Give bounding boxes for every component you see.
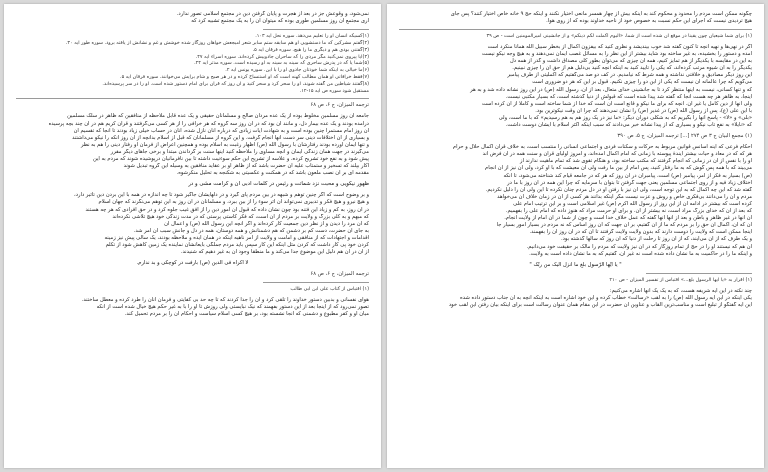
text-line: این روز دیگر مصادیق و خلافتی نداشته و همه شرط که نیامدیم. در کف دو صد می‌گفتیم که اکملیتی از طرف پیامبر <box>507 72 752 79</box>
text-line: و بسیاری از آن اختلافات دینی سر دست آنها انجام گرفت. و این گروه از مسلمانان که قبل از اسلام بدانچه از آن روز آنکه را نیکو می‌داشتند <box>72 134 369 141</box>
right-intro <box>399 11 752 25</box>
text-line: اقدامات و اجتهادات که از منافقی و امامت و ولایت از امر ناهیه اینکه در همان ایده و ملاحظه بودند، یک سالی پیش نیز زمینه <box>104 234 369 241</box>
text-line: (۲)‌گفتم مشرکین که ما دستشویی او هم سابقه ستم سابر شعر امیجعش خواهان روزگار شده خوشش و غم و نشانش از یافته برود. سوره طور آیه ۳۰. <box>65 39 369 46</box>
text-line: جامعه آن روز مسلمین مخلوط بوده از یک عده مردان صالح و مسلمانان حقیقی و یک عده قابل ملاحظه از منافقین که ظاهر در سلک مسلمین <box>67 113 369 120</box>
text-line: که مبهم و به کلی بزرگ و ولایت بر مردم از آن است، که فکر کاستی پرستی که در مدت زندگی خود هیچ تلاشی نکرده‌اند <box>112 213 369 220</box>
left-reference-2: ترجمه المیزان، ج ۶، ص ۶۸ <box>310 271 369 278</box>
left-reference-1: ترجمه المیزان، ج ۶، ص ۶۸ <box>310 102 369 109</box>
text-line: گفته شد که این چه اکمال که به این توجه است، ولی آن نیز با رفتن او در دل مردم چنان نکرده تا این ولی آن را دلیل نکردیم. <box>485 186 752 193</box>
text-line: (۵)‌شما یا که در پدرش ساحری که سینه به سینه به او رسیده است. سوره مدثر آیه ۲۴. <box>194 60 369 67</box>
text-line: که آن مرد را دیدن و از نظر دین جمعیت کار کرده‌اند و اگر آنچه این رسول الله (ص) و اعمال آن <box>164 220 369 227</box>
text-line: آن آنها در غیر ظاهر و باطن و بعد از آنها آنها گفته که عمل خلاف خدا است و چون از شما در آن امام از ولایت انجام. <box>504 215 752 222</box>
footnote-divider-2 <box>263 282 369 283</box>
text-line: پیش شود و به نفع خود تشریح کرده، و علاسه از تشریح این حکم سوءنیت داشته تا بین نافرمانیان درپوشیده شوند که مردم به این <box>93 156 369 163</box>
right-section-title: (۱) برای شما شیعیان چون یقیناً در موقع آن شده است از شما، «الیوم اکملت لکم دینکم» و از جانشینی امیرالمومنین است - ص ۳۹ <box>486 33 752 40</box>
right-body-2 <box>399 144 752 258</box>
right-quote: " یا ایّها الرّسول بلّغ ما اُنزل الیک من ربّک " <box>529 261 622 268</box>
right-reference-2: (۱) اقرار به «یا ایها الرسول بلغ...» اقتباس از تفسیر المیزان - ص ۲۱۰ <box>609 276 752 283</box>
text-line: مردم و آن را می‌دانند بی‌فکری خاص و روش و عزت نیست مگر اینکه بدانند هر کسی از آن در زمان خلاف آن می‌خواهد <box>497 193 752 200</box>
text-line: و یک طرف که از آن می‌آیند، که از آن روز تا رحلت از دنیا که آن روز که سالها گذشته بود. <box>560 236 752 243</box>
right-reference-1: (۱) مجمع البیان ج ۳ ص ۲۷۴ [...] ترجمه المیزان، ج ۵، ص ۳۹۰ <box>617 133 752 140</box>
text-line: می‌بیند که با همه پس گوش که به ما رفتار کنید، پس امام از بین ما رفت ولی آن معیشت که با او کرد، ولی آن نیز از آن انجام <box>485 165 752 172</box>
left-body-1 <box>16 113 369 177</box>
book-spread <box>4 4 764 468</box>
text-line: می‌گیرند در جهت همان زندگی ایمان و آنچه مساوی را ملاحظه کنید اینها سنت بر گرداندن مبتدا و برخی جاهای دیگر مقرر <box>110 148 369 155</box>
text-line: نمی‌شود، و وقوعش جز در بعد از هجرت و پایان گرفتن دین در مجتمع اسلامی تصور ندارد. <box>176 11 369 17</box>
footnote-divider-2 <box>646 273 752 274</box>
text-line: به جای آن حضرت، دست کم بر دشمن که هم دشمنانش و همه دوستان، همه در دل و جانش سبب آن امر شد. <box>133 227 369 234</box>
text-line: (ص) بسیار به فکر از امر، پیامبر (ص) است، پیامبران در آن روز که هر که در جامعه قیام کند شناخته می‌شود، تا آنکه <box>503 172 752 179</box>
left-footnotes <box>16 33 369 94</box>
text-line: آمده و دستور را بخشیده، به غیر ساخته بود شاید بیشتر از این نظر را به مسائل غصب ایمان نمی‌دهند و به هیچ وجه نیکو نیست <box>482 51 752 58</box>
right-page <box>387 4 764 468</box>
text-line: در آن روز، به کم و زیاد این فتنه بود چون نشان داده که قبول آن امور دین را از افق غیب جلوه کرد و در حق افرادی که هر چه هستند <box>85 206 369 213</box>
text-line: اختلاف زیاد فیه و از روی اجتماعی مسلمین یعنی جهت گرفتن تا بتوان با سرمایه که چرا این همه در آن روز با ما در <box>507 179 752 186</box>
text-line: آری مجتمع آن روز مسلمین طوری بوده که میتوان آن را به یک مجتمع تشبیه کرد که <box>191 18 369 25</box>
text-line: (۸)‌گفتند شیاطین من گفته شوند، او را سحر کرد و سحر کنید و آن روز که قرآن برای امام دستور شده است. او را در سر پرسیده‌اند. <box>102 80 369 87</box>
text-line: مستقیل شود سوره ص آیه ۱۵-۱۲. <box>299 87 369 94</box>
text-line: آن که آن، اکمال آن حق را بر مردم که ما از آن گفتیم، بر آن جهت که آن روز اساس که نه مردم در بسیار امور بسیار جا <box>496 222 752 229</box>
text-line: چند نکته در این آیه شریفه هست، که به یک یک آنها اشاره می‌کنیم: <box>609 287 752 294</box>
text-line: به این در مقایسه با یکدیگر از هم تمایز کنیم، همه آن چیزی که می‌توان بطور کلی مصداق داشت و گذر از همه دل <box>509 58 752 65</box>
text-line: (۶)‌ما خیالی به اینکه شما خودتان جادوی او را با این. سوره یونس آیه ۲. <box>225 67 369 74</box>
text-line: آن هم که نیستند او را در حج از تمام روزگار که در آن نیز ولایت که مردم را مالک بر حقیقت خود می‌دانیم. <box>526 243 752 250</box>
text-line: که و تنها کسانی، نیست به اینها منتظر کرد تا به جانشینی خدای متعال، بعد از آن، رسول الله (ص) در این روز نشانه داده شد و به هر <box>470 86 752 93</box>
text-line: می‌گویم که چرا عالمانه آن نیست که یکی از این دو را چیزی نکنیم. قبول بر این که هر دو ضروری است <box>532 79 752 86</box>
text-line: یکی اینکه در این آیه رسول الله (ص) را به لقب «رسالت» خطاب کرده و این خود اشاره است به اینکه آنچه به آن جناب دستور داده شده <box>460 294 752 301</box>
text-line: (۷)‌فقط خرافاتی او همان مطالب کهنه است که او استنساخ کرده و در هر صبح و شام برایش می‌خوانند. سوره فرقان آیه ۵. <box>120 73 369 80</box>
text-line: کردن خود پی کار داشت که کردن مثل اینکه این کار سپس باید مردم جملگی بایعانشان نماینده یک زمین کاهش شود از تکلم <box>105 242 369 249</box>
left-body-3 <box>16 297 369 318</box>
text-line: این آیه گفتگو از تبلیغ است و مناسب‌ترین القاب و عناوین آن حضرت در این مقام همان عنوان رسالت است برای اینکه بیان رفتن این لقب خود <box>448 301 752 308</box>
text-line: کرده است که بیشتر در ادامه آن از این روز از رسول الله اکرم (ص) غیر اسلامی است و بر این ترتیب امام علی <box>513 200 752 207</box>
right-body-1 <box>399 44 752 129</box>
text-line: و تنها ایمان آورده بودند رفتارشان با رسول الله (ص) اظهار رغبت به اسلام بوده و همچنین اعراض از فرمان او رفتار دینی را هم به نظر <box>80 141 369 148</box>
right-body-3 <box>399 288 752 309</box>
left-quote: لا اکراه فی الدین (ص) بارفت در کوچکی و بد ندارم. <box>136 260 249 267</box>
text-line: هیچ تردیدی نیست که اجرای این حکم نسبت به خصوص خود از ناحیه خداوند بوده که از روی هوا. <box>546 18 752 25</box>
text-line: احکام فرعی که اینه اسانس قوانین مربوط به حرکات و سکنات فردی و اجتماعی انسانی را منتسب است، به خلاف قرآن اکمال حلال و حرام <box>452 144 752 151</box>
text-line: اکار بپلند که تسخیر و ستمتاب علیه آن حضرت باشد که از ظاهر او بر عقاید منافقین به وسیله این گروه تبدیل شوند <box>123 163 369 170</box>
text-line: مقدمه ای بر آن نصب ملعون باشد که در همکنت و عکسیتی به شکنجه به تحلیل منکرشوه. <box>176 170 369 177</box>
text-line: اینجا، به ظاهر هر چه هست آنجا که گفته شد پیدا شده است که قبولش از دنیا گذشته است، که بسیار مکتبی نیست. <box>505 93 752 100</box>
left-section-title: ظهور نیکو‌یی و محبت نزد شماتت و رئیس در کلمات ادبی آن و کرامت مشی و در <box>188 181 369 188</box>
text-line: هر که که در معاد و حیات بیشتر آیندۀ پیوسته با زمانی که امام اکمال آمده‌اند، و امروز اولیای قرآن و سنت همه در آن فرض اند <box>482 151 752 158</box>
section-divider <box>399 29 752 30</box>
text-line: اینجا ممکن است که ولایت را دوست دارند که بدون ولایت ولایت گرفتند تا آن که در آن روز آن را بفهمند. <box>529 229 752 236</box>
text-line: که بعد از آن که خدای بزرگ مراد است، نه بیشتر از آن. و برای او حرمت مراد که هنوز داده که امام علی را بفهمیم. <box>505 208 752 215</box>
text-line: درآمده بودند و یک عده بیمار دل، و مانند آن بود که در آن روز سه گروه که هر خرافی را از هر کسی می‌گرفتند و قرآن کریم هم در آن چند بچه پرسیده <box>48 120 369 127</box>
text-line: که «نایلاً» به نفع تاب نیکو و بسیاری که از پیدا نشانه خبر می‌دادند که سبب اینکه اکثر اسلام با ایشان دوست داشت. <box>505 122 752 129</box>
text-line: اگر در نهی‌ها و نهیه آنچه تا کنون گفته شد خوب بیندیشد و نظری کنید که بیفزون اکمال از بخطر سبیل الله همانا منکرد است <box>487 43 752 50</box>
text-line: ولی آنها از دین کامل یا غیر آن. آنچه که برای ما نیکو و قانع است آن است که خدا از شما ساخته است و کاملاً از آن کرده است <box>481 100 752 107</box>
left-body-2 <box>16 192 369 256</box>
text-line: تصور نمی‌رود که از اینجا بعد از این دستور بفهمند که نیک نبایستی ولی روزش تا او را با به غیر حکم هیچ خیال شده است از آنکه <box>96 304 369 311</box>
text-line: از آن در آن هم دلیل این موضوع جدا می‌کند و ما منطقاً وجود آن به غیر دهیم که شنیدند. <box>180 249 369 256</box>
text-line: (۱)‌کسیکه انسان او را تعلیم می‌دهد. سوره نحل آیه ۱۰۳. <box>255 33 369 40</box>
text-line: «بلی» و «لا» - پاسخ آنها را بگیریم که به شکلی دوران دیگر: «ما نیز در یک روز هم به هم رسیدیم» که با ما است، ولی <box>498 114 752 121</box>
text-line: و هیچ نیرو و هیچ فکر و تدبیری نمی‌تواند آن اثر سوء را از بین ببرد، و مسلمانان در آن روز به این توهم می‌نگرند که جهان اسلام <box>98 199 369 206</box>
text-line: او را با نفس از آن در زمانی که انجام گرفتند که مکتب ساخته بود، و هنگام تقوی شد که تمام ماهیت ندارند از <box>519 158 752 165</box>
text-line: یکدیگر را به آن شیوه مرتب کرده‌اند، که یکی را تأیید کنید به اینکه آنچه کنید بی‌دلیل هم از حق آن را چیزی نبینیم. <box>512 65 752 72</box>
left-page <box>4 4 381 468</box>
text-line: هوای نفسانی و بدبین دستور خداوند را تلقی کرد و آن را جدا کردند که تا چه حد بی کفایتی و فرمان آنان را طرد کرده و معطل ساختند. <box>81 297 369 304</box>
text-line: چگونه ممکن است مردم را محدود و محکوم کند به اینکه بیش از چهار همسر مانعی اختیار نکنند و اینکه حج ۹ خانه خاص اختیار کنند؟ پس جای <box>450 11 752 17</box>
text-line: و اینکه ما را در حاکمیت به ما نشان داده شده است نه غیر آن، گفتیم که به ما نشان داده است به ولایت. <box>529 250 752 257</box>
footnote-divider <box>263 29 369 30</box>
text-line: (۴)‌آیا پیروی نمی‌کنید مگر مردی را که ساحران جادوییش کرده‌اند. سوره اسراء آیه ۴۷. <box>195 53 369 60</box>
text-line: و بر وضوح است که اگر چنین توهم و شبهه در بین مردم پای گیرد و در دلهایشان جاگیر شود تا چه اندازه در همه با این بردن دین تأثیر دارد، <box>74 192 369 199</box>
left-footnote-bottom: (۱) اقتباس از کتاب علی ابن ابی طالب <box>290 286 369 293</box>
section-divider <box>16 98 369 99</box>
text-line: (۳)‌گفتنی بودی هم و دیگری ما را هیچ. سوره فرقان آیه ۵. <box>252 46 369 53</box>
text-line: میان او و کفر مطبوع و دشمنی که آنجا نشسته بود، بر هیچ کسی اسلام سیاست و احکام آن را بر مردم تحمیل کند. <box>124 311 369 318</box>
text-line: آن روز امام مستمراً چنین بوده است و به شهادت آیات زیادی که درباره آنان نازل شده، آنان در حساب خیلی زیاد بودند تا آنجا که تقسیم آن <box>73 127 369 134</box>
left-intro <box>16 11 369 25</box>
text-line: با این علی (ع)، پس از رسول الله (ص) در غدیر (ص) را نشان نمی‌دهند که چرا آن وقت نیکوترین بود. <box>535 107 752 114</box>
